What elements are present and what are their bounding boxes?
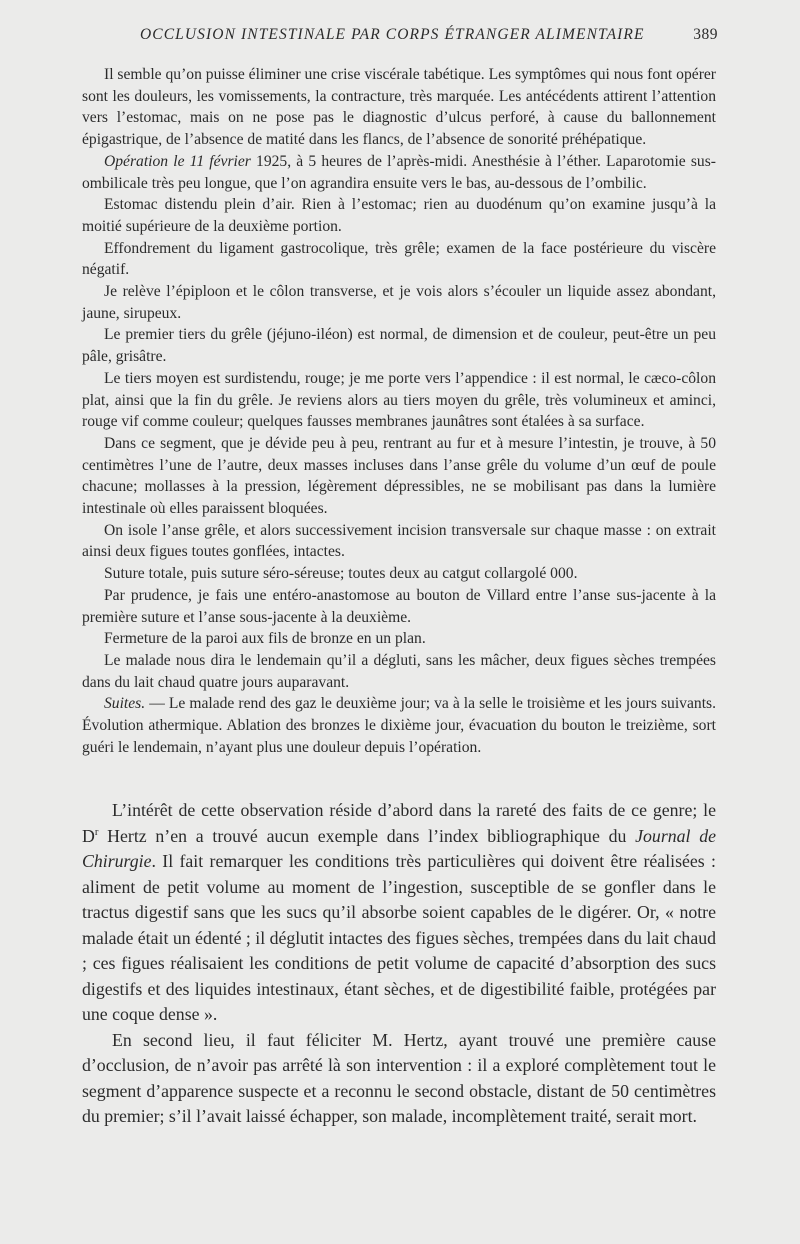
- journal-title: Journal de Chirurgie: [82, 825, 716, 871]
- observation-paragraph: Le premier tiers du grêle (jéjuno-iléon) est normal, de dimension et de couleur, peut-être un peu pâle, grisâtre.: [82, 326, 716, 366]
- suites-lead: Suites.: [104, 695, 146, 713]
- running-title: OCCLUSION INTESTINALE PAR CORPS ÉTRANGER ALIMENTAIRE: [140, 26, 645, 43]
- doctor-abbrev-superscript: r: [94, 825, 99, 838]
- operation-date-lead: Opération le 11 février: [104, 152, 251, 170]
- observation-paragraph: Il semble qu’on puisse éliminer une crise viscérale tabétique. Les symptômes qui nous font opérer sont les douleurs, les vomissements, la contracture, très marquée. Les antécédents attirent l’attention vers l’estomac, mais on ne pose pas le diagnostic d’ulcus perforé, à cause du ballonnement épigastrique, de l’absence de matité dans les flancs, de l’absence de sonorité préhépatique.: [82, 66, 716, 149]
- observation-paragraph: Dans ce segment, que je dévide peu à peu, rentrant au fur et à mesure l’intestin, je trouve, à 50 centimètres l’une de l’autre, deux masses incluses dans l’anse grêle du volume d’un œuf de poule chacune; mollasses à la pression, légèrement dépressibles, ne se mobilisant pas dans la lumière intestinale où elles paraissent bloquées.: [82, 434, 716, 518]
- observation-paragraph: Le tiers moyen est surdistendu, rouge; je me porte vers l’appendice : il est normal, le cæco-côlon plat, ainsi que la fin du grêle. Je reviens alors au tiers moyen du grêle, très volumineux et aminci, rouge vif comme couleur; quelques fausses membranes jaunâtres sont étalées à sa surface.: [82, 369, 716, 431]
- suites-text: — Le malade rend des gaz le deuxième jour; va à la selle le troisième et les jours suivants. Évolution athermique. Ablation des bronzes le dixième jour, évacuation du bouton le treizième, sort guéri le lendemain, n’ayant plus une douleur depuis l’opération.: [82, 695, 716, 756]
- observation-paragraph: Fermeture de la paroi aux fils de bronze en un plan.: [104, 630, 426, 648]
- page-header: [0, 26, 800, 50]
- page-number: 389: [693, 26, 718, 43]
- observation-paragraph: Par prudence, je fais une entéro-anastomose au bouton de Villard entre l’anse sus-jacente à la première suture et l’anse sous-jacente à la deuxième.: [82, 586, 716, 626]
- observation-paragraph: Le malade nous dira le lendemain qu’il a dégluti, sans les mâcher, deux figues sèches trempées dans du lait chaud quatre jours auparavant.: [82, 651, 716, 691]
- commentary-text: L’intérêt de cette observation réside d’abord dans la rareté des faits de ce genre; le D: [82, 800, 716, 846]
- commentary-paragraph: [82, 798, 716, 1028]
- commentary-paragraph: En second lieu, il faut féliciter M. Hertz, ayant trouvé une première cause d’occlusion, de n’avoir pas arrêté là son intervention : il a exploré complètement tout le segment d’apparence suspecte et a reconnu le second obstacle, distant de 50 centimètres du premier; s’il l’avait laissé échapper, son malade, incomplètement traité, serait mort.: [82, 1029, 716, 1126]
- observation-paragraph: Je relève l’épiploon et le côlon transverse, et je vois alors s’écouler un liquide assez abondant, jaune, sirupeux.: [82, 283, 716, 322]
- observation-paragraph: [82, 151, 716, 194]
- case-observation: [82, 64, 716, 759]
- observation-paragraph: On isole l’anse grêle, et alors successivement incision transversale sur chaque masse : on extrait ainsi deux figues toutes gonflées, intactes.: [82, 521, 716, 561]
- observation-paragraph: Effondrement du ligament gastrocolique, très grêle; examen de la face postérieure du viscère négatif.: [82, 239, 716, 279]
- observation-paragraph: Estomac distendu plein d’air. Rien à l’estomac; rien au duodénum qu’on examine jusqu’à la moitié supérieure de la deuxième portion.: [82, 196, 716, 235]
- observation-paragraph: Suture totale, puis suture séro-séreuse; toutes deux au catgut collargolé 000.: [104, 565, 578, 583]
- commentary-text: Hertz n’en a trouvé aucun exemple dans l’index bibliographique du: [98, 825, 636, 846]
- observation-paragraph: [82, 693, 716, 758]
- commentary-text: . Il fait remarquer les conditions très particulières qui doivent être réalisées : aliment de petit volume au moment de l’ingestion, susceptible de se gonfler dans le tractus digestif sans que les sucs qu’il absorbe soient capables de le digérer. Or, « notre malade était un édenté ; il déglutit intactes des figues sèches, trempées dans du lait chaud ; ces figues réalisaient les conditions de petit volume de capacité d’absorption des sucs digestifs et des liquides intestinaux, étant sèches, et de digestibilité faible, protégées par une coque dense ».: [82, 851, 716, 1024]
- commentary: [82, 798, 716, 1130]
- operation-text: 1925, à 5 heures de l’après-midi. Anesthésie à l’éther. Laparotomie sus-ombilicale très peu longue, que l’on agrandira ensuite vers le bas, au-dessous de l’ombilic.: [82, 152, 716, 192]
